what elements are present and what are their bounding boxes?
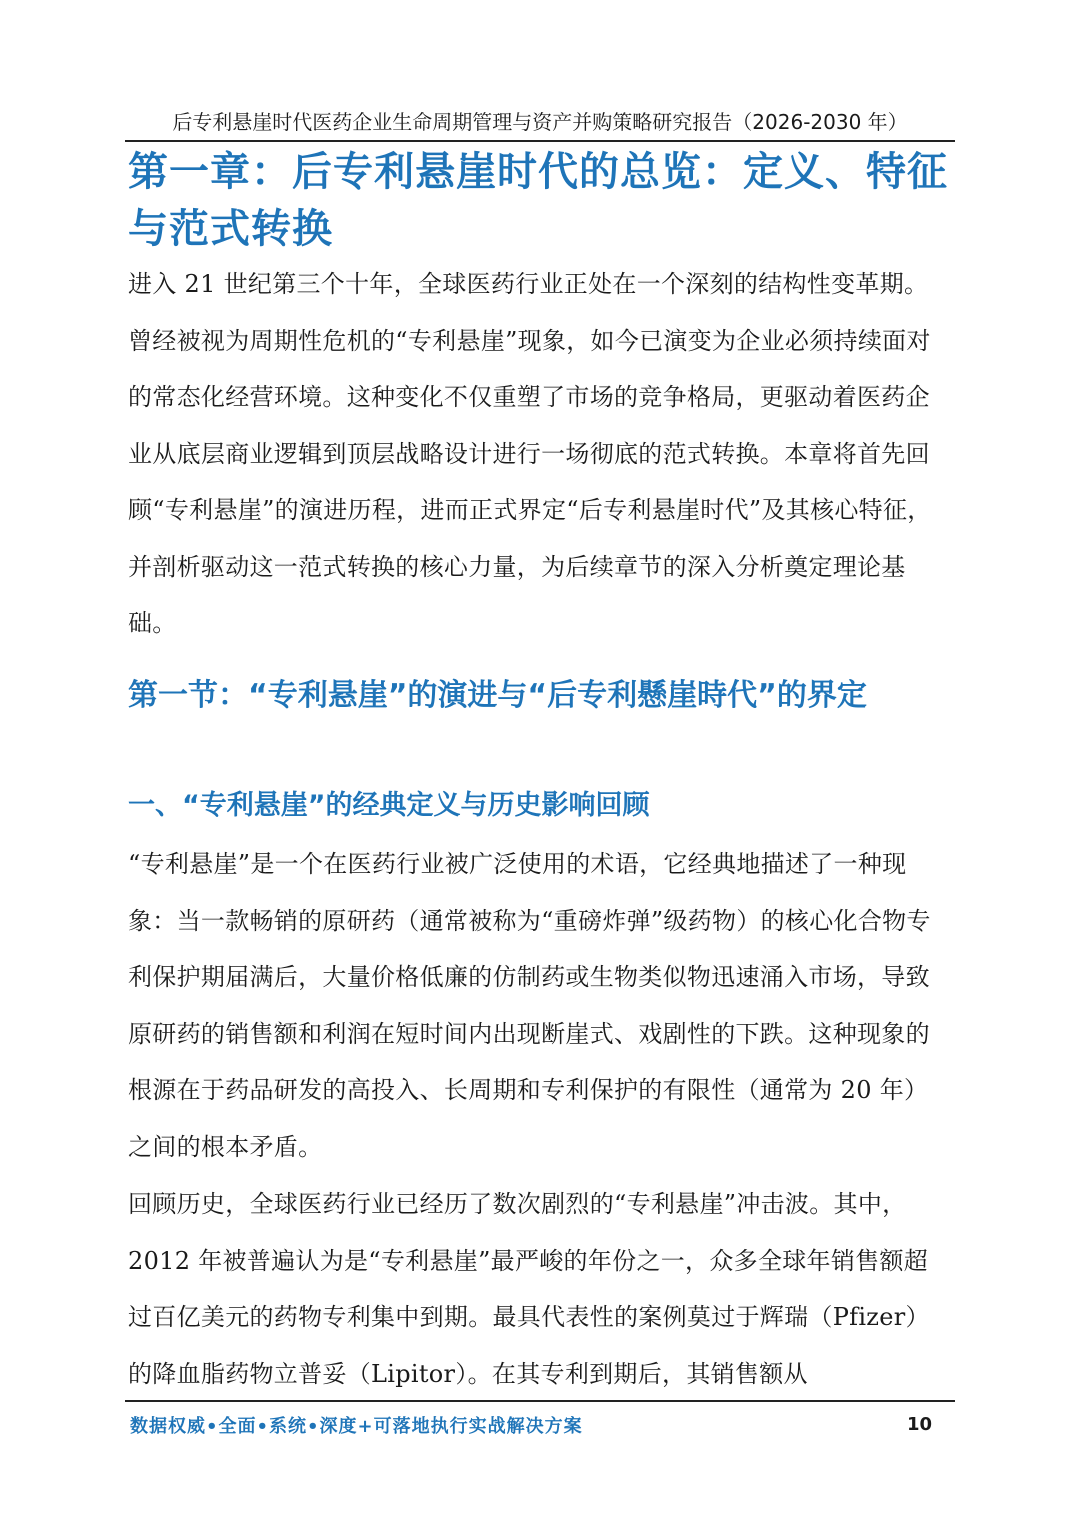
- chapter-title: 第一章：后专利悬崖时代的总览：定义、特征与范式转换: [128, 149, 948, 252]
- body-paragraph-1: “专利悬崖”是一个在医药行业被广泛使用的术语，它经典地描述了一种现象：当一款畅销的原研药（通常被称为“重磅炸弹”级药物）的核心化合物专利保护期届满后，大量价格低廉的仿制药或生物类似物迅速涌入市场，导致原研药的销售额和利润在短时间内出现断崖式、戏剧性的下跌。这种现象的根源在于药品研发的高投入、长周期和专利保护的有限性（通常为 20 年）之间的根本矛盾。: [128, 850, 931, 1161]
- footer-slogan: 数据权威•全面•系统•深度+可落地执行实战解决方案: [130, 1416, 583, 1437]
- running-header: 后专利悬崖时代医药企业生命周期管理与资产并购策略研究报告（2026-2030 年）: [172, 110, 908, 134]
- body-paragraph-2: 回顾历史，全球医药行业已经历了数次剧烈的“专利悬崖”冲击波。其中，2012 年被普遍认为是“专利悬崖”最严峻的年份之一，众多全球年销售额超过百亿美元的药物专利集中到期。最具代表性的案例莫过于辉瑞（Pfizer）的降血脂药物立普妥（Lipitor）。在其专利到期后，其销售额从: [128, 1190, 930, 1388]
- footer-divider: [125, 1400, 955, 1402]
- intro-paragraph: 进入 21 世纪第三个十年，全球医药行业正处在一个深刻的结构性变革期。曾经被视为周期性危机的“专利悬崖”现象，如今已演变为企业必须持续面对的常态化经营环境。这种变化不仅重塑了市场的竞争格局，更驱动着医药企业从底层商业逻辑到顶层战略设计进行一场彻底的范式转换。本章将首先回顾“专利悬崖”的演进历程，进而正式界定“后专利悬崖时代”及其核心特征，并剖析驱动这一范式转换的核心力量，为后续章节的深入分析奠定理论基础。: [128, 270, 932, 637]
- page-number: 10: [906, 1414, 932, 1435]
- header-divider: [125, 140, 955, 142]
- section-title: 第一节：“专利悬崖”的演进与“后专利懸崖時代”的界定: [128, 678, 867, 713]
- subsection-title: 一、“专利悬崖”的经典定义与历史影响回顾: [128, 790, 650, 821]
